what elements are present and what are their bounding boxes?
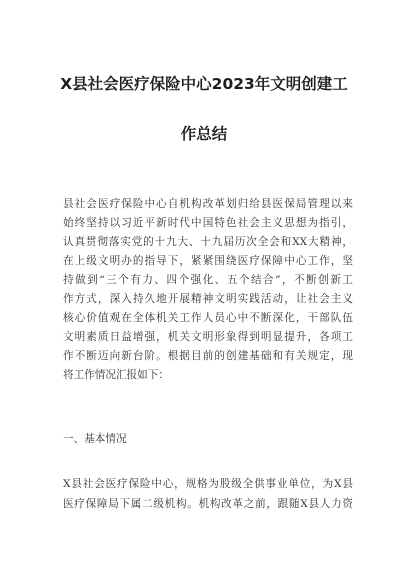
document-title-line-1: X县社会医疗保险中心2023年文明创建工 [60,75,348,93]
intro-line: 文明素质日益增强，机关文明形象得到明显提升，各项工 [63,331,353,343]
intro-line: 将工作情况汇报如下： [63,369,169,381]
section-heading-basic-info: 一、基本情况 [63,433,127,445]
intro-line: 作不断迈向新台阶。根据目前的创建基础和有关规定，现 [63,350,353,362]
intro-line: 县社会医疗保险中心自机构改革划归给县医保局管理以来 [63,198,353,210]
document-title-line-2: 作总结 [180,125,228,143]
intro-line: 在上级文明办的指导下，紧紧围绕医疗保障中心工作，坚 [63,255,353,267]
intro-line: 持做到“三个有力、四个强化、五个结合”，不断创新工 [63,274,353,286]
intro-line: 始终坚持以习近平新时代中国特色社会主义思想为指引， [63,217,353,229]
intro-line: 认真贯彻落实党的十九大、十九届历次全会和XX大精神， [63,236,353,248]
section1-line: X县社会医疗保险中心，规格为股级全供事业单位，为X县 [63,478,353,490]
intro-line: 作方式，深入持久地开展精神文明实践活动，让社会主义 [63,293,353,305]
section1-line: 医疗保障局下属二级机构。机构改革之前，跟随X县人力资 [63,498,353,510]
intro-line: 核心价值观在全体机关工作人员心中不断深化，干部队伍 [63,312,353,324]
